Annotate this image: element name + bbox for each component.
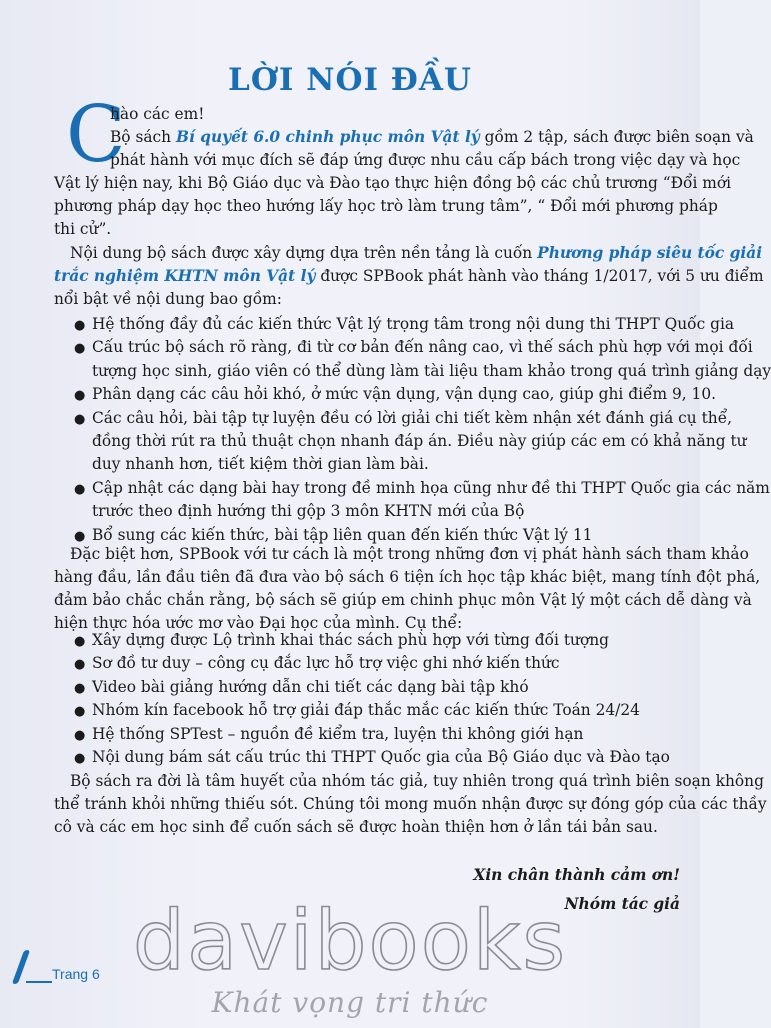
watermark-logo: davibooks [132, 894, 568, 989]
feature-item-2-line-1: Cấu trúc bộ sách rõ ràng, đi từ cơ bản đến nâng cao, vì thế sách phù hợp với mọi đối [92, 338, 753, 357]
feature-item-4-line-3: duy nhanh hơn, tiết kiệm thời gian làm bài. [92, 455, 429, 474]
feature-item-6: Bổ sung các kiến thức, bài tập liên quan đến kiến thức Vật lý 11 [92, 525, 593, 544]
para3-line-4: hiện thực hóa ước mơ vào Đại học của mình. Cụ thể: [54, 614, 463, 632]
watermark-tagline: Khát vọng tri thức [211, 986, 489, 1019]
para4-line-1: Bộ sách ra đời là tâm huyết của nhóm tác giả, tuy nhiên trong quá trình biên soạn không [70, 772, 764, 790]
para4-line-2: thể tránh khỏi những thiếu sót. Chúng tôi mong muốn nhận được sự đóng góp của các thầy [54, 795, 767, 813]
feature-item-5-line-1: Cập nhật các dạng bài hay trong đề minh họa cũng như đề thi THPT Quốc gia các năm [92, 478, 770, 497]
para3-line-2: hàng đầu, lần đầu tiên đã đưa vào bộ sách 6 tiện ích học tập khác biệt, mang tính đột phá, [54, 568, 761, 586]
bullet-icon: ● [74, 727, 86, 743]
intro-line-6: thi cử”. [54, 220, 112, 238]
author-signature: Nhóm tác giả [564, 895, 680, 913]
intro-line-2: Bộ sách Bí quyết 6.0 chinh phục môn Vật lý gồm 2 tập, sách được biên soạn và [110, 128, 754, 146]
bullet-icon: ● [74, 751, 86, 766]
feature-item-4-line-1: Các câu hỏi, bài tập tự luyện đều có lời giải chi tiết kèm nhận xét đánh giá cụ thể, [92, 408, 733, 427]
intro-line-4: Vật lý hiện nay, khi Bộ Giáo dục và Đào tạo thực hiện đồng bộ các chủ trương “Đổi mới [54, 174, 732, 192]
feature-item-1: Hệ thống đầy đủ các kiến thức Vật lý trọng tâm trong nội dung thi THPT Quốc gia [92, 315, 735, 333]
para2-line-1: Nội dung bộ sách được xây dựng dựa trên nền tảng là cuốn Phương pháp siêu tốc giải [70, 244, 763, 262]
utility-item-3: Video bài giảng hướng dẫn chi tiết các dạng bài tập khó [92, 677, 529, 696]
feature-item-4-line-2: đồng thời rút ra thủ thuật chọn nhanh đáp án. Điều này giúp các em có khả năng tư [92, 432, 747, 450]
bullet-icon: ● [74, 388, 86, 404]
feature-item-5-line-2: trước theo định hướng thi gộp 3 môn KHTN mới của Bộ [92, 502, 525, 521]
intro-line-5: phương pháp dạy học theo hướng lấy học trò làm trung tâm”, “ Đổi mới phương pháp [54, 197, 718, 215]
bullet-icon: ● [74, 634, 86, 649]
utility-item-1: Xây dựng được Lộ trình khai thác sách phù hợp với từng đối tượng [92, 631, 609, 649]
para4-line-3: cô và các em học sinh để cuốn sách sẽ được hoàn thiện hơn ở lần tái bản sau. [54, 818, 658, 836]
page-title: LỜI NÓI ĐẦU [228, 62, 472, 98]
bullet-icon: ● [74, 528, 86, 544]
utility-item-4: Nhóm kín facebook hỗ trợ giải đáp thắc mắc các kiến thức Toán 24/24 [92, 701, 640, 720]
bullet-icon: ● [74, 481, 86, 497]
bullet-icon: ● [74, 704, 86, 720]
closing-thanks: Xin chân thành cảm ơn! [473, 866, 680, 884]
utility-item-2: Sơ đồ tư duy – công cụ đắc lực hỗ trợ việc ghi nhớ kiến thức [92, 654, 560, 673]
feature-item-2-line-2: tượng học sinh, giáo viên có thể dùng làm tài liệu tham khảo trong quá trình giảng dạy [92, 361, 771, 380]
intro-line-1: hào các em! [110, 105, 205, 123]
intro-line-3: phát hành với mục đích sẽ đáp ứng được nhu cầu cấp bách trong việc dạy và học [110, 151, 741, 169]
bullet-icon: ● [74, 680, 86, 696]
bullet-icon: ● [74, 411, 86, 427]
para2-line-3: nổi bật về nội dung bao gồm: [54, 290, 282, 308]
page-number: Trang 6 [52, 966, 100, 982]
bullet-icon: ● [74, 318, 86, 333]
drop-cap: C [66, 90, 126, 180]
book-title-highlight: Bí quyết 6.0 chinh phục môn Vật lý [175, 128, 480, 146]
footer-rule [26, 981, 52, 983]
bullet-icon: ● [74, 341, 86, 357]
utility-item-5: Hệ thống SPTest – nguồn đề kiểm tra, luyện thi không giới hạn [92, 724, 584, 743]
feature-item-3: Phân dạng các câu hỏi khó, ở mức vận dụng, vận dụng cao, giúp ghi điểm 9, 10. [92, 385, 717, 404]
source-book-highlight: Phương pháp siêu tốc giải [537, 244, 763, 262]
para2-line-2: trắc nghiệm KHTN môn Vật lý được SPBook phát hành vào tháng 1/2017, với 5 ưu điểm [54, 267, 764, 285]
para3-line-1: Đặc biệt hơn, SPBook với tư cách là một trong những đơn vị phát hành sách tham khảo [70, 545, 749, 563]
para3-line-3: đảm bảo chắc chắn rằng, bộ sách sẽ giúp em chinh phục môn Vật lý một cách dễ dàng và [54, 591, 752, 609]
utility-item-6: Nội dung bám sát cấu trúc thi THPT Quốc gia của Bộ Giáo dục và Đào tạo [92, 748, 670, 766]
bullet-icon: ● [74, 657, 86, 673]
source-book-highlight-cont: trắc nghiệm KHTN môn Vật lý [54, 267, 316, 285]
